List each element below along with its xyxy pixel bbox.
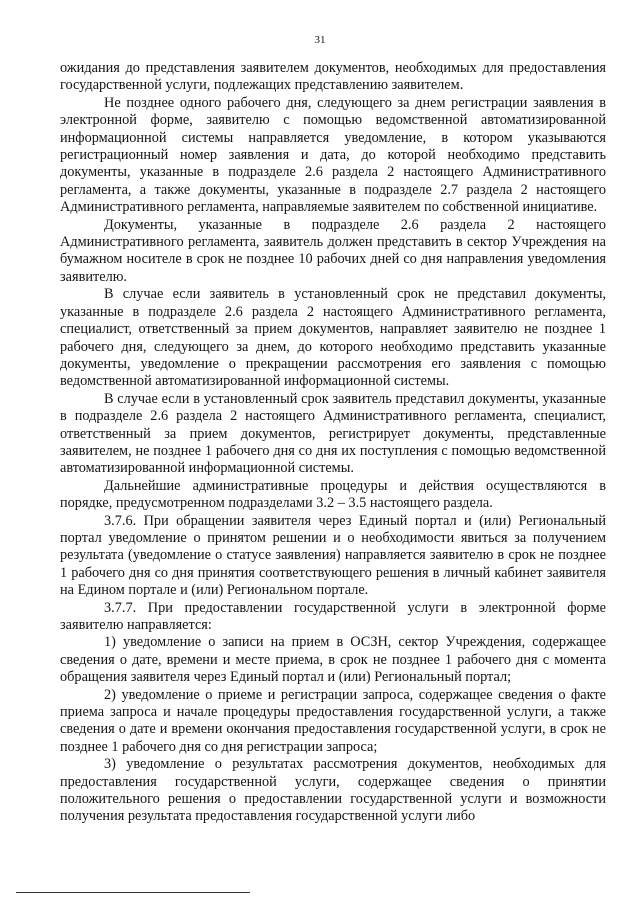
list-item-1: 1) уведомление о записи на прием в ОСЗН, сектор Учреждения, содержащее сведения о дате, времени и месте приема, в срок не позднее 1 рабочего дня с момента обращения заявителя через Единый портал и (или) Региональный портал; — [60, 634, 606, 686]
page-number: 31 — [314, 34, 326, 46]
list-item-3: 3) уведомление о результатах рассмотрения документов, необходимых для предоставления государственной услуги, содержащее сведения о принятии положительного решения о предоставлении государственной услуги и возможности получения результата предоставления государственной услуги либо — [60, 756, 606, 825]
paragraph-further-procedures: Дальнейшие административные процедуры и действия осуществляются в порядке, предусмотренном подразделами 3.2 – 3.5 настоящего раздела. — [60, 477, 606, 512]
paragraph-3-7-7: 3.7.7. При предоставлении государственной услуги в электронной форме заявителю направляется: — [60, 599, 606, 633]
paragraph-documents-submission: Документы, указанные в подразделе 2.6 раздела 2 настоящего Административного регламента, заявитель должен представить в сектор Учреждения на бумажном носителе в срок не позднее 10 рабочих дней со дня направления уведомления заявителю. — [60, 216, 606, 285]
paragraph-continuation: ожидания до представления заявителем документов, необходимых для предоставления государственной услуги, подлежащих представлению заявителем. — [60, 60, 606, 94]
footer-divider — [16, 892, 250, 893]
paragraph-documents-not-submitted: В случае если заявитель в установленный срок не представил документы, указанные в подразделе 2.6 раздела 2 настоящего Административного регламента, специалист, ответственный за прием документов, направляет заявителю не позднее 1 рабочего дня, следующего за днем, до которого необходимо представить указанные документы, уведомление о прекращении рассмотрения его заявления с помощью ведомственной автоматизированной информационной системы. — [60, 286, 606, 390]
document-body — [60, 60, 606, 826]
paragraph-3-7-6: 3.7.6. При обращении заявителя через Единый портал и (или) Региональный портал уведомление о принятом решении и о необходимости явиться за получением результата (уведомление о статусе заявления) направляется заявителю в срок не позднее 1 рабочего дня со дня принятия соответствующего решения в личный кабинет заявителя на Едином портале и (или) Региональном портале. — [60, 512, 606, 599]
list-item-2: 2) уведомление о приеме и регистрации запроса, содержащее сведения о факте приема запроса и начале процедуры предоставления государственной услуги, а также сведения о дате и времени окончания предоставления государственной услуги, в срок не позднее 1 рабочего дня со дня регистрации запроса; — [60, 686, 606, 755]
paragraph-notification-deadline: Не позднее одного рабочего дня, следующего за днем регистрации заявления в электронной форме, заявителю с помощью ведомственной автоматизированной информационной системы направляется уведомление, в котором указываются регистрационный номер заявления и дата, до которой необходимо представить документы, указанные в подразделе 2.6 раздела 2 настоящего Административного регламента, а также документы, указанные в подразделе 2.7 раздела 2 настоящего Административного регламента, направляемые заявителем по собственной инициативе. — [60, 94, 606, 216]
paragraph-documents-submitted: В случае если в установленный срок заявитель представил документы, указанные в подразделе 2.6 раздела 2 настоящего Административного регламента, специалист, ответственный за прием документов, регистрирует документы, представленные заявителем, не позднее 1 рабочего дня со дня их поступления с помощью ведомственной автоматизированной информационной системы. — [60, 390, 606, 477]
